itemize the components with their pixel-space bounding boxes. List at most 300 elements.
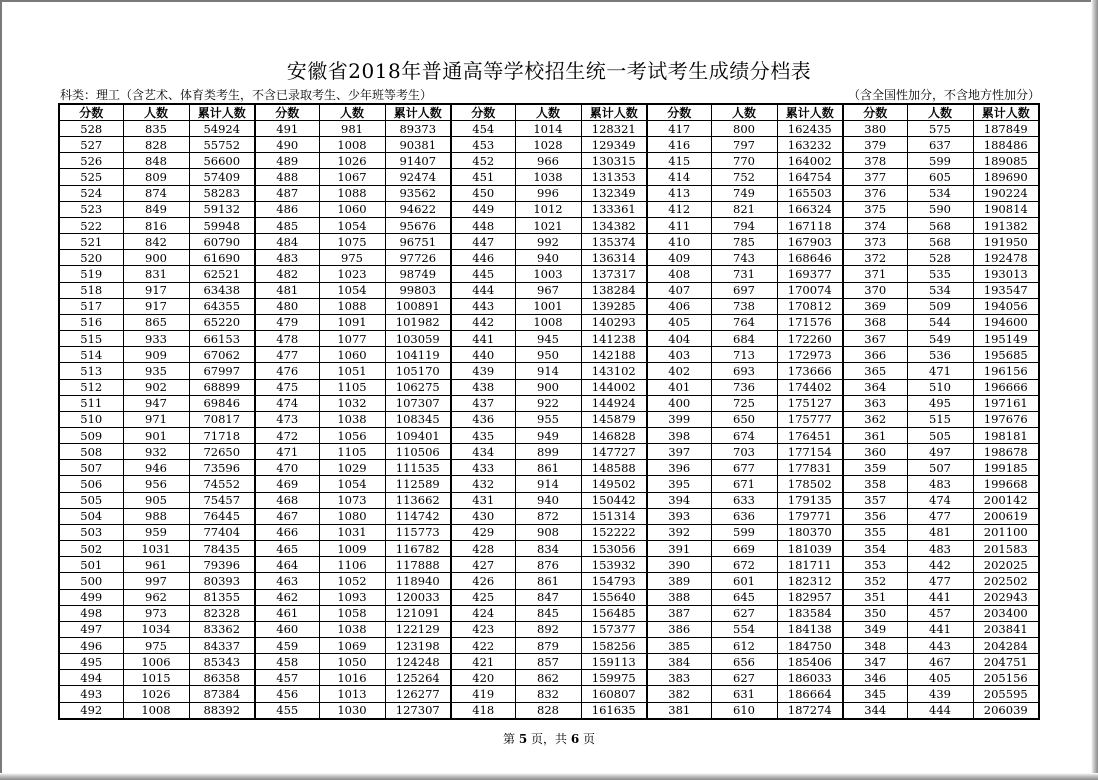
- cell-score: 344: [843, 702, 907, 719]
- cell-cumulative: 107307: [385, 395, 451, 411]
- cell-cumulative: 177831: [777, 460, 843, 476]
- cell-score: 430: [451, 508, 515, 524]
- cell-cumulative: 172260: [777, 331, 843, 347]
- header-cumulative: 累计人数: [581, 104, 647, 121]
- cell-score: 503: [59, 524, 123, 540]
- cell-cumulative: 157377: [581, 621, 647, 637]
- cell-cumulative: 75457: [189, 492, 255, 508]
- table-row: [59, 541, 1039, 557]
- cell-score: 488: [255, 169, 319, 185]
- cell-cumulative: 164754: [777, 169, 843, 185]
- cell-score: 474: [255, 395, 319, 411]
- cell-score: 367: [843, 331, 907, 347]
- cell-score: 456: [255, 686, 319, 702]
- cell-count: 515: [907, 411, 973, 427]
- cell-score: 484: [255, 234, 319, 250]
- cell-cumulative: 133361: [581, 201, 647, 217]
- cell-cumulative: 181711: [777, 557, 843, 573]
- cell-cumulative: 175127: [777, 395, 843, 411]
- cell-count: 1060: [319, 201, 385, 217]
- cell-cumulative: 139285: [581, 298, 647, 314]
- cell-cumulative: 120033: [385, 589, 451, 605]
- cell-count: 474: [907, 492, 973, 508]
- cell-score: 468: [255, 492, 319, 508]
- cell-cumulative: 165503: [777, 185, 843, 201]
- cell-score: 455: [255, 702, 319, 719]
- cell-cumulative: 78435: [189, 541, 255, 557]
- cell-count: 627: [711, 670, 777, 686]
- cell-score: 491: [255, 121, 319, 137]
- cell-count: 669: [711, 541, 777, 557]
- cell-count: 672: [711, 557, 777, 573]
- cell-count: 901: [123, 427, 189, 443]
- cell-cumulative: 91407: [385, 153, 451, 169]
- cell-count: 674: [711, 427, 777, 443]
- cell-score: 478: [255, 331, 319, 347]
- table-row: [59, 654, 1039, 670]
- cell-score: 466: [255, 524, 319, 540]
- cell-cumulative: 56600: [189, 153, 255, 169]
- cell-cumulative: 189690: [973, 169, 1039, 185]
- table-row: [59, 573, 1039, 589]
- cell-score: 502: [59, 541, 123, 557]
- cell-count: 599: [711, 524, 777, 540]
- cell-cumulative: 104119: [385, 347, 451, 363]
- cell-score: 383: [647, 670, 711, 686]
- cell-score: 504: [59, 508, 123, 524]
- cell-count: 899: [515, 444, 581, 460]
- cell-cumulative: 111535: [385, 460, 451, 476]
- cell-count: 981: [319, 121, 385, 137]
- cell-cumulative: 178502: [777, 476, 843, 492]
- cell-count: 848: [123, 153, 189, 169]
- cell-cumulative: 135374: [581, 234, 647, 250]
- cell-count: 731: [711, 266, 777, 282]
- cell-cumulative: 201583: [973, 541, 1039, 557]
- cell-count: 477: [907, 508, 973, 524]
- table-row: [59, 137, 1039, 153]
- cell-count: 971: [123, 411, 189, 427]
- cell-score: 414: [647, 169, 711, 185]
- window-frame-top: [0, 0, 1098, 2]
- cell-cumulative: 73596: [189, 460, 255, 476]
- cell-score: 472: [255, 427, 319, 443]
- cell-cumulative: 179771: [777, 508, 843, 524]
- cell-score: 461: [255, 605, 319, 621]
- cell-score: 398: [647, 427, 711, 443]
- cell-cumulative: 123198: [385, 638, 451, 654]
- cell-count: 917: [123, 298, 189, 314]
- cell-count: 1105: [319, 444, 385, 460]
- cell-cumulative: 138284: [581, 282, 647, 298]
- cell-score: 442: [451, 314, 515, 330]
- cell-cumulative: 90381: [385, 137, 451, 153]
- cell-cumulative: 182957: [777, 589, 843, 605]
- table-row: [59, 266, 1039, 282]
- cell-count: 900: [515, 379, 581, 395]
- cell-count: 693: [711, 363, 777, 379]
- cell-count: 1034: [123, 621, 189, 637]
- cell-score: 511: [59, 395, 123, 411]
- cell-count: 1008: [319, 137, 385, 153]
- cell-score: 397: [647, 444, 711, 460]
- cell-count: 1028: [515, 137, 581, 153]
- cell-count: 568: [907, 234, 973, 250]
- cell-score: 390: [647, 557, 711, 573]
- subtitle-row: [60, 87, 1040, 103]
- cell-count: 770: [711, 153, 777, 169]
- cell-score: 406: [647, 298, 711, 314]
- cell-score: 508: [59, 444, 123, 460]
- cell-count: 1038: [319, 411, 385, 427]
- cell-cumulative: 160807: [581, 686, 647, 702]
- cell-cumulative: 80393: [189, 573, 255, 589]
- table-row: [59, 298, 1039, 314]
- cell-cumulative: 55752: [189, 137, 255, 153]
- cell-score: 462: [255, 589, 319, 605]
- cell-score: 378: [843, 153, 907, 169]
- cell-count: 956: [123, 476, 189, 492]
- cell-score: 358: [843, 476, 907, 492]
- header-count: 人数: [907, 104, 973, 121]
- cell-count: 966: [515, 153, 581, 169]
- cell-cumulative: 204284: [973, 638, 1039, 654]
- cell-count: 471: [907, 363, 973, 379]
- cell-count: 1016: [319, 670, 385, 686]
- cell-score: 365: [843, 363, 907, 379]
- cell-count: 441: [907, 589, 973, 605]
- cell-score: 379: [843, 137, 907, 153]
- cell-cumulative: 195149: [973, 331, 1039, 347]
- cell-count: 483: [907, 476, 973, 492]
- cell-score: 486: [255, 201, 319, 217]
- cell-cumulative: 140293: [581, 314, 647, 330]
- cell-cumulative: 131353: [581, 169, 647, 185]
- cell-score: 357: [843, 492, 907, 508]
- table-row: [59, 605, 1039, 621]
- cell-score: 441: [451, 331, 515, 347]
- cell-score: 524: [59, 185, 123, 201]
- cell-score: 497: [59, 621, 123, 637]
- cell-score: 355: [843, 524, 907, 540]
- cell-score: 428: [451, 541, 515, 557]
- cell-cumulative: 124248: [385, 654, 451, 670]
- cell-cumulative: 63438: [189, 282, 255, 298]
- cell-count: 1060: [319, 347, 385, 363]
- cell-cumulative: 205156: [973, 670, 1039, 686]
- cell-score: 521: [59, 234, 123, 250]
- cell-cumulative: 152222: [581, 524, 647, 540]
- cell-cumulative: 74552: [189, 476, 255, 492]
- table-header-row: [59, 104, 1039, 121]
- cell-score: 415: [647, 153, 711, 169]
- cell-count: 467: [907, 654, 973, 670]
- cell-cumulative: 76445: [189, 508, 255, 524]
- cell-score: 510: [59, 411, 123, 427]
- cell-cumulative: 144002: [581, 379, 647, 395]
- cell-cumulative: 60790: [189, 234, 255, 250]
- cell-count: 736: [711, 379, 777, 395]
- cell-count: 536: [907, 347, 973, 363]
- table-row: [59, 444, 1039, 460]
- table-row: [59, 217, 1039, 233]
- cell-score: 351: [843, 589, 907, 605]
- cell-score: 425: [451, 589, 515, 605]
- cell-count: 909: [123, 347, 189, 363]
- cell-score: 392: [647, 524, 711, 540]
- cell-cumulative: 99803: [385, 282, 451, 298]
- cell-score: 458: [255, 654, 319, 670]
- cell-count: 554: [711, 621, 777, 637]
- cell-score: 374: [843, 217, 907, 233]
- cell-cumulative: 197161: [973, 395, 1039, 411]
- cell-score: 477: [255, 347, 319, 363]
- cell-score: 523: [59, 201, 123, 217]
- cell-cumulative: 203841: [973, 621, 1039, 637]
- cell-cumulative: 199668: [973, 476, 1039, 492]
- cell-cumulative: 167903: [777, 234, 843, 250]
- cell-count: 800: [711, 121, 777, 137]
- cell-count: 857: [515, 654, 581, 670]
- cell-count: 905: [123, 492, 189, 508]
- cell-cumulative: 164002: [777, 153, 843, 169]
- cell-count: 738: [711, 298, 777, 314]
- cell-count: 612: [711, 638, 777, 654]
- cell-cumulative: 84337: [189, 638, 255, 654]
- cell-score: 489: [255, 153, 319, 169]
- cell-cumulative: 204751: [973, 654, 1039, 670]
- cell-score: 416: [647, 137, 711, 153]
- cell-score: 460: [255, 621, 319, 637]
- cell-cumulative: 162435: [777, 121, 843, 137]
- cell-count: 988: [123, 508, 189, 524]
- cell-score: 443: [451, 298, 515, 314]
- cell-score: 389: [647, 573, 711, 589]
- cell-cumulative: 116782: [385, 541, 451, 557]
- cell-cumulative: 97726: [385, 250, 451, 266]
- cell-score: 449: [451, 201, 515, 217]
- cell-cumulative: 171576: [777, 314, 843, 330]
- cell-count: 794: [711, 217, 777, 233]
- cell-score: 433: [451, 460, 515, 476]
- cell-count: 1088: [319, 185, 385, 201]
- cell-score: 479: [255, 314, 319, 330]
- cell-cumulative: 153932: [581, 557, 647, 573]
- cell-count: 1030: [319, 702, 385, 719]
- cell-count: 1008: [123, 702, 189, 719]
- cell-score: 467: [255, 508, 319, 524]
- page-footer: [0, 731, 1098, 747]
- cell-count: 650: [711, 411, 777, 427]
- cell-score: 435: [451, 427, 515, 443]
- cell-count: 509: [907, 298, 973, 314]
- cell-cumulative: 148588: [581, 460, 647, 476]
- cell-cumulative: 146828: [581, 427, 647, 443]
- cell-score: 405: [647, 314, 711, 330]
- cell-score: 480: [255, 298, 319, 314]
- cell-count: 1106: [319, 557, 385, 573]
- cell-cumulative: 201100: [973, 524, 1039, 540]
- header-score: 分数: [647, 104, 711, 121]
- cell-cumulative: 200619: [973, 508, 1039, 524]
- cell-count: 1026: [319, 153, 385, 169]
- cell-cumulative: 189085: [973, 153, 1039, 169]
- cell-count: 1075: [319, 234, 385, 250]
- cell-count: 845: [515, 605, 581, 621]
- cell-cumulative: 194600: [973, 314, 1039, 330]
- cell-cumulative: 185406: [777, 654, 843, 670]
- cell-count: 1091: [319, 314, 385, 330]
- header-score: 分数: [451, 104, 515, 121]
- cell-cumulative: 190224: [973, 185, 1039, 201]
- cell-cumulative: 128321: [581, 121, 647, 137]
- cell-count: 1058: [319, 605, 385, 621]
- cell-cumulative: 122129: [385, 621, 451, 637]
- cell-score: 368: [843, 314, 907, 330]
- cell-count: 549: [907, 331, 973, 347]
- cell-cumulative: 166324: [777, 201, 843, 217]
- cell-count: 835: [123, 121, 189, 137]
- cell-cumulative: 62521: [189, 266, 255, 282]
- cell-score: 507: [59, 460, 123, 476]
- cell-score: 376: [843, 185, 907, 201]
- cell-score: 366: [843, 347, 907, 363]
- cell-score: 446: [451, 250, 515, 266]
- cell-count: 1031: [319, 524, 385, 540]
- cell-count: 1009: [319, 541, 385, 557]
- cell-count: 872: [515, 508, 581, 524]
- header-count: 人数: [515, 104, 581, 121]
- table-row: [59, 234, 1039, 250]
- cell-count: 947: [123, 395, 189, 411]
- table-row: [59, 379, 1039, 395]
- cell-score: 402: [647, 363, 711, 379]
- cell-count: 879: [515, 638, 581, 654]
- cell-cumulative: 77404: [189, 524, 255, 540]
- cell-cumulative: 196156: [973, 363, 1039, 379]
- cell-score: 393: [647, 508, 711, 524]
- cell-count: 874: [123, 185, 189, 201]
- cell-cumulative: 143102: [581, 363, 647, 379]
- cell-score: 436: [451, 411, 515, 427]
- cell-cumulative: 175777: [777, 411, 843, 427]
- header-count: 人数: [319, 104, 385, 121]
- header-cumulative: 累计人数: [777, 104, 843, 121]
- cell-cumulative: 129349: [581, 137, 647, 153]
- cell-cumulative: 182312: [777, 573, 843, 589]
- cell-cumulative: 89373: [385, 121, 451, 137]
- cell-count: 684: [711, 331, 777, 347]
- cell-score: 403: [647, 347, 711, 363]
- cell-count: 441: [907, 621, 973, 637]
- cell-score: 394: [647, 492, 711, 508]
- cell-count: 743: [711, 250, 777, 266]
- cell-count: 671: [711, 476, 777, 492]
- cell-count: 876: [515, 557, 581, 573]
- header-score: 分数: [255, 104, 319, 121]
- cell-score: 387: [647, 605, 711, 621]
- cell-cumulative: 167118: [777, 217, 843, 233]
- cell-score: 350: [843, 605, 907, 621]
- cell-cumulative: 174402: [777, 379, 843, 395]
- cell-count: 627: [711, 605, 777, 621]
- cell-count: 996: [515, 185, 581, 201]
- cell-count: 997: [123, 573, 189, 589]
- cell-score: 437: [451, 395, 515, 411]
- cell-cumulative: 188486: [973, 137, 1039, 153]
- cell-cumulative: 59132: [189, 201, 255, 217]
- cell-cumulative: 159975: [581, 670, 647, 686]
- cell-cumulative: 159113: [581, 654, 647, 670]
- cell-count: 828: [515, 702, 581, 719]
- cell-cumulative: 106275: [385, 379, 451, 395]
- cell-cumulative: 200142: [973, 492, 1039, 508]
- cell-score: 371: [843, 266, 907, 282]
- cell-score: 494: [59, 670, 123, 686]
- cell-count: 590: [907, 201, 973, 217]
- cell-count: 1069: [319, 638, 385, 654]
- table-row: [59, 250, 1039, 266]
- cell-score: 444: [451, 282, 515, 298]
- header-score: 分数: [843, 104, 907, 121]
- footer-suffix: 页: [579, 732, 595, 746]
- cell-count: 821: [711, 201, 777, 217]
- header-cumulative: 累计人数: [973, 104, 1039, 121]
- cell-cumulative: 205595: [973, 686, 1039, 702]
- cell-score: 360: [843, 444, 907, 460]
- cell-cumulative: 103059: [385, 331, 451, 347]
- cell-count: 1013: [319, 686, 385, 702]
- cell-score: 520: [59, 250, 123, 266]
- cell-count: 892: [515, 621, 581, 637]
- cell-count: 945: [515, 331, 581, 347]
- table-row: [59, 460, 1039, 476]
- cell-count: 975: [319, 250, 385, 266]
- cell-count: 1054: [319, 217, 385, 233]
- cell-count: 1029: [319, 460, 385, 476]
- cell-score: 471: [255, 444, 319, 460]
- cell-count: 599: [907, 153, 973, 169]
- cell-cumulative: 186033: [777, 670, 843, 686]
- cell-cumulative: 184750: [777, 638, 843, 654]
- cell-cumulative: 147727: [581, 444, 647, 460]
- cell-cumulative: 196666: [973, 379, 1039, 395]
- cell-count: 1051: [319, 363, 385, 379]
- cell-cumulative: 109401: [385, 427, 451, 443]
- cell-score: 426: [451, 573, 515, 589]
- cell-cumulative: 163232: [777, 137, 843, 153]
- table-row: [59, 508, 1039, 524]
- cell-score: 381: [647, 702, 711, 719]
- cell-cumulative: 176451: [777, 427, 843, 443]
- cell-score: 499: [59, 589, 123, 605]
- cell-cumulative: 58283: [189, 185, 255, 201]
- cell-cumulative: 125264: [385, 670, 451, 686]
- cell-score: 451: [451, 169, 515, 185]
- cell-score: 409: [647, 250, 711, 266]
- cell-count: 713: [711, 347, 777, 363]
- cell-cumulative: 65220: [189, 314, 255, 330]
- table-row: [59, 557, 1039, 573]
- cell-count: 749: [711, 185, 777, 201]
- cell-count: 946: [123, 460, 189, 476]
- cell-cumulative: 206039: [973, 702, 1039, 719]
- cell-score: 518: [59, 282, 123, 298]
- cell-cumulative: 130315: [581, 153, 647, 169]
- window-frame-bottom-shadow: [0, 773, 1098, 780]
- cell-score: 417: [647, 121, 711, 137]
- cell-count: 510: [907, 379, 973, 395]
